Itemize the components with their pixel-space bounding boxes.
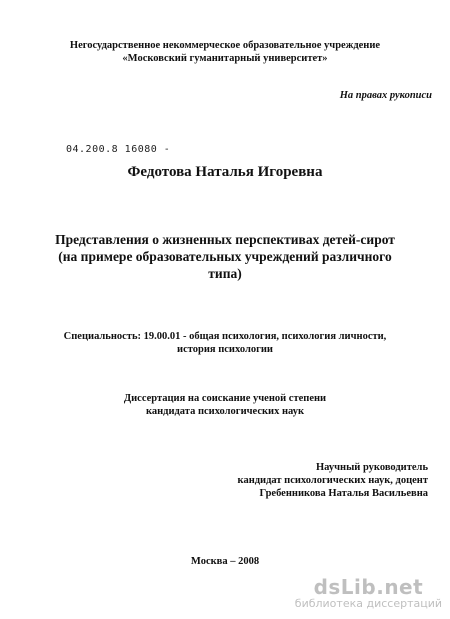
watermark-logo: dsLib.net — [313, 575, 424, 599]
specialty-line-1: Специальность: 19.00.01 - общая психология, психология личности, — [63, 331, 387, 342]
city-year: Москва – 2008 — [190, 556, 260, 567]
title-line-2: (на примере образовательных учреждений различного — [58, 249, 392, 264]
institution-line-1: Негосударственное некоммерческое образовательное учреждение — [69, 40, 381, 51]
author-name: Федотова Наталья Игоревна — [127, 164, 323, 180]
title-line-3: типа) — [208, 266, 242, 281]
supervisor-degree: кандидат психологических наук, доцент — [237, 475, 428, 486]
dissertation-line-2: кандидата психологических наук — [145, 406, 305, 417]
specialty-line-2: история психологии — [177, 344, 273, 355]
dslib-watermark — [295, 575, 442, 610]
library-stamp: 04.200.8 16080 - — [66, 144, 171, 155]
manuscript-rights-note: На правах рукописи — [339, 90, 432, 101]
title-line-1: Представления о жизненных перспективах детей-сирот — [55, 232, 395, 247]
supervisor-name: Гребенникова Наталья Васильевна — [259, 488, 428, 499]
supervisor-heading: Научный руководитель — [316, 462, 428, 473]
dissertation-line-1: Диссертация на соискание ученой степени — [123, 393, 327, 404]
institution-line-2: «Московский гуманитарный университет» — [122, 53, 328, 64]
watermark-subtitle: библиотека диссертаций — [294, 597, 442, 610]
